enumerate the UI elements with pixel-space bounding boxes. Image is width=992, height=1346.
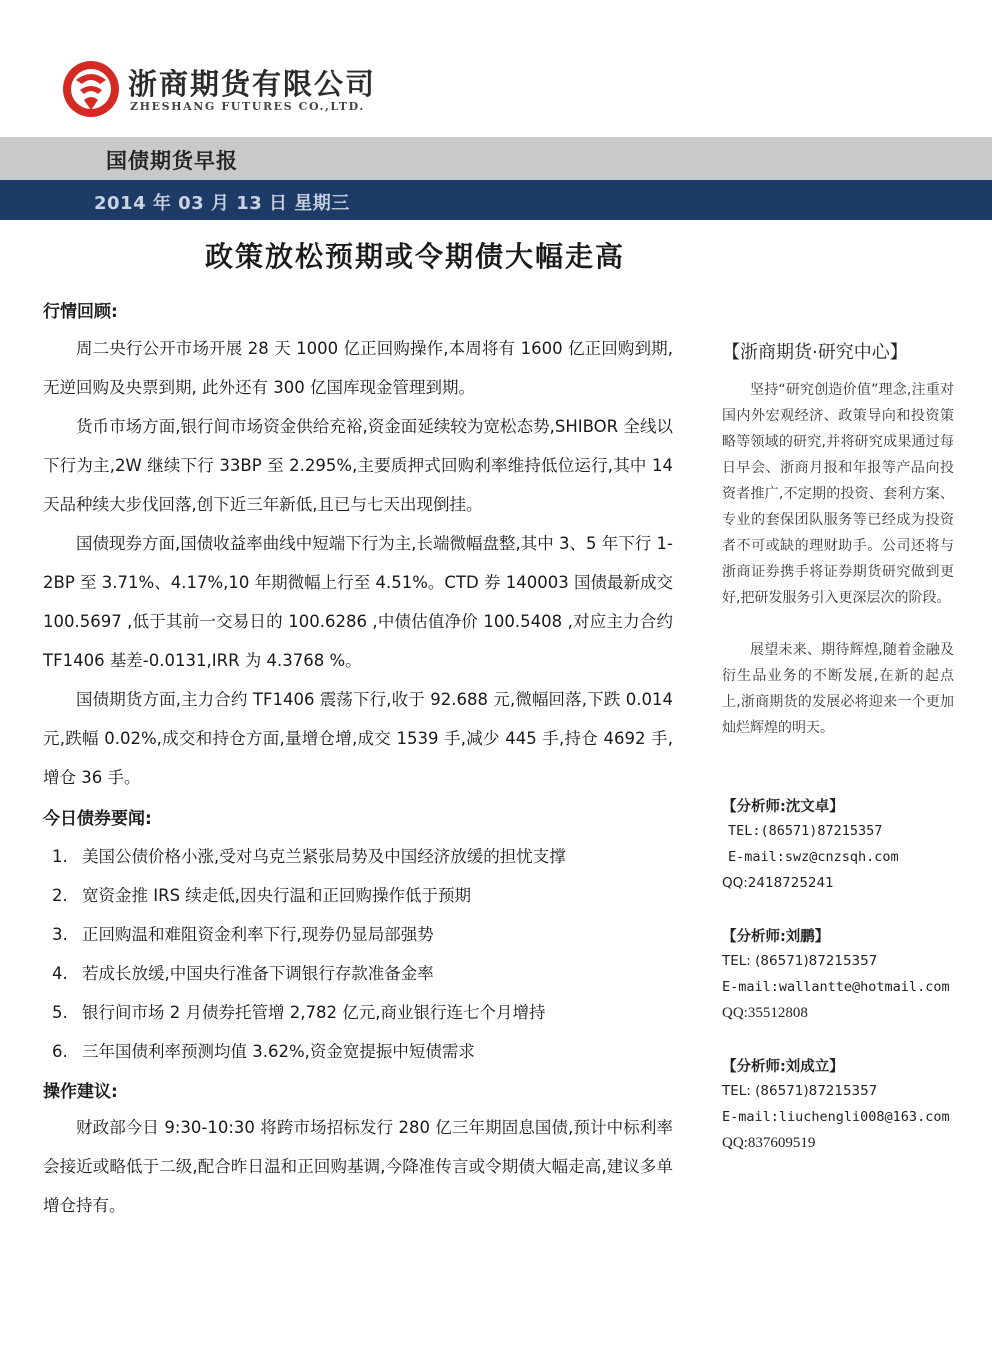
review-section-title: 行情回顾:	[43, 302, 118, 322]
advice-section-title: 操作建议:	[43, 1082, 118, 1102]
news-item-text: 若成长放缓,中国央行准备下调银行存款准备金率	[82, 964, 434, 983]
review-paragraph-1: 周二央行公开市场开展 28 天 1000 亿正回购操作,本周将有 1600 亿正回购到期,无逆回购及央票到期, 此外还有 300 亿国库现金管理到期。	[43, 339, 673, 397]
analyst-qq: QQ:2418725241	[722, 875, 834, 891]
analyst-qq: QQ:837609519	[722, 1135, 816, 1151]
analyst-tel: TEL:(86571)87215357	[728, 823, 883, 839]
advice-paragraph: 财政部今日 9:30-10:30 将跨市场招标发行 280 亿三年期固息国债,预计中标利率会接近或略低于二级,配合昨日温和正回购基调,今降准传言或令期债大幅走高,建议多单增仓持有。	[43, 1118, 673, 1215]
analyst-name: 【分析师:刘鹏】	[722, 929, 830, 945]
news-item-text: 银行间市场 2 月债券托管增 2,782 亿元,商业银行连七个月增持	[82, 1003, 546, 1022]
news-item	[52, 882, 471, 906]
report-type-band	[0, 137, 992, 180]
news-item-number: 3.	[52, 925, 68, 944]
news-item-text: 三年国债利率预测均值 3.62%,资金宽提振中短债需求	[82, 1042, 475, 1061]
news-item-text: 宽资金推 IRS 续走低,因央行温和正回购操作低于预期	[82, 886, 472, 905]
review-paragraph-3: 国债现券方面,国债收益率曲线中短端下行为主,长端微幅盘整,其中 3、5 年下行 1-2BP 至 3.71%、4.17%,10 年期微幅上行至 4.51%。CTD 券 140003 国债最新成交 100.5697 ,低于其前一交易日的 100.6286 ,中债估值净价 100.5408 ,对应主力合约 TF1406 基差-0.0131,IRR 为 4.3768 %。	[43, 534, 673, 670]
analyst-email: E-mail:liuchengli008@163.com	[722, 1109, 950, 1125]
company-name-en: ZHESHANG FUTURES CO.,LTD.	[130, 100, 365, 113]
review-paragraph-2: 货币市场方面,银行间市场资金供给充裕,资金面延续较为宽松态势,SHIBOR 全线以下行为主,2W 继续下行 33BP 至 2.295%,主要质押式回购利率维持低位运行,其中 14 天品种续大步伐回落,创下近三年新低,且已与七天出现倒挂。	[43, 417, 673, 514]
report-date: 2014 年 03 月 13 日 星期三	[94, 193, 350, 214]
analyst-qq: QQ:35512808	[722, 1005, 808, 1021]
review-paragraph-4: 国债期货方面,主力合约 TF1406 震荡下行,收于 92.688 元,微幅回落,下跌 0.014 元,跌幅 0.02%,成交和持仓方面,量增仓增,成交 1539 手,减少 445 手,持仓 4692 手,增仓 36 手。	[43, 690, 673, 787]
analyst-tel: TEL: (86571)87215357	[722, 1083, 878, 1099]
analyst-email: E-mail:swz@cnzsqh.com	[728, 849, 899, 865]
company-name-cn: 浙商期货有限公司	[128, 67, 377, 101]
analyst-name: 【分析师:沈文卓】	[722, 799, 844, 815]
news-item	[52, 960, 434, 984]
research-center-outlook: 展望未来、期待辉煌,随着金融及衍生品业务的不断发展,在新的起点上,浙商期货的发展必将迎来一个更加灿烂辉煌的明天。	[722, 642, 954, 736]
news-item-number: 2.	[52, 886, 68, 905]
news-item-text: 正回购温和难阻资金利率下行,现券仍显局部强势	[82, 925, 434, 944]
news-item	[52, 843, 566, 867]
news-item	[52, 999, 545, 1023]
logo-emblem-icon	[62, 60, 120, 118]
report-headline: 政策放松预期或令期债大幅走高	[204, 240, 625, 273]
analyst-email: E-mail:wallantte@hotmail.com	[722, 979, 950, 995]
report-type: 国债期货早报	[106, 149, 238, 173]
news-item-text: 美国公债价格小涨,受对乌克兰紧张局势及中国经济放缓的担忧支撑	[82, 847, 566, 866]
research-center-title: 【浙商期货·研究中心】	[722, 342, 908, 363]
analyst-tel: TEL: (86571)87215357	[722, 953, 878, 969]
report-date-band	[0, 180, 992, 220]
news-item-number: 4.	[52, 964, 68, 983]
news-item	[52, 1038, 475, 1062]
research-center-intro: 坚持“研究创造价值”理念,注重对国内外宏观经济、政策导向和投资策略等领域的研究,并将研究成果通过每日早会、浙商月报和年报等产品向投资者推广,不定期的投资、套利方案、专业的套保团队服务等已经成为投资者不可或缺的理财助手。公司还将与浙商证券携手将证券期货研究做到更好,把研发服务引入更深层次的阶段。	[722, 382, 954, 606]
news-item	[52, 921, 434, 945]
news-item-number: 1.	[52, 847, 68, 866]
news-item-number: 6.	[52, 1042, 68, 1061]
news-item-number: 5.	[52, 1003, 68, 1022]
news-section-title: 今日债券要闻:	[43, 809, 152, 829]
analyst-name: 【分析师:刘成立】	[722, 1059, 844, 1075]
